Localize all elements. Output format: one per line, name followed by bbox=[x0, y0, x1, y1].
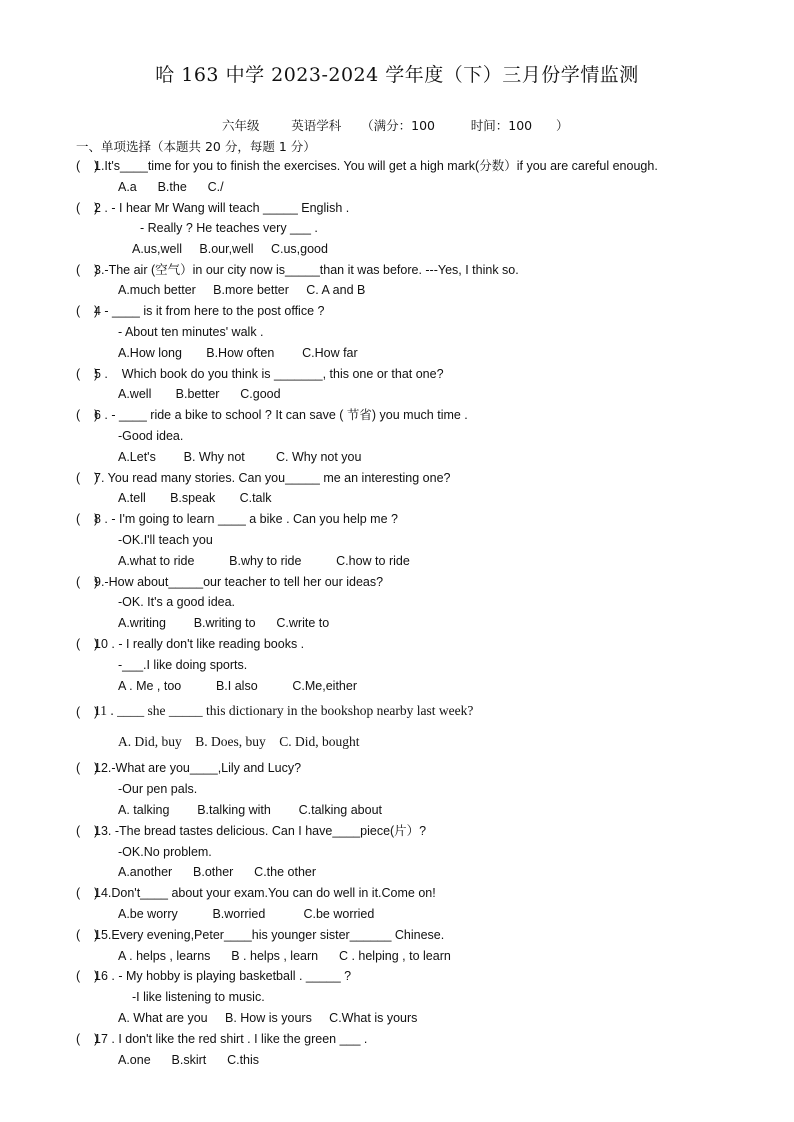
question-stem: 14.Don't____ about your exam.You can do well in it.Come on! bbox=[94, 886, 436, 900]
question-options: A.tell B.speak C.talk bbox=[118, 491, 272, 505]
exam-info-line: 六年级 英语学科 （满分：100 时间：100 ） bbox=[222, 118, 569, 133]
answer-blank: ( ) bbox=[76, 159, 99, 173]
answer-blank: ( ) bbox=[76, 367, 99, 381]
question-options: A. What are you B. How is yours C.What is yours bbox=[118, 1011, 418, 1025]
question-options: A.what to ride B.why to ride C.how to ride bbox=[118, 554, 410, 568]
question-stem: 15.Every evening,Peter____his younger sister______ Chinese. bbox=[94, 928, 445, 942]
question-line: -___.I like doing sports. bbox=[118, 658, 248, 672]
question-stem: 12.-What are you____,Lily and Lucy? bbox=[94, 761, 302, 775]
answer-blank: ( ) bbox=[76, 637, 99, 651]
question-line: -Good idea. bbox=[118, 429, 184, 443]
question-stem: 17 . I don't like the red shirt . I like the green ___ . bbox=[94, 1032, 368, 1046]
page-title: 哈 163 中学 2023-2024 学年度（下）三月份学情监测 bbox=[155, 64, 639, 86]
question-stem: 7. You read many stories. Can you_____ me an interesting one? bbox=[94, 471, 451, 485]
answer-blank: ( ) bbox=[76, 304, 99, 318]
question-options: A.be worry B.worried C.be worried bbox=[118, 907, 375, 921]
question-options: A.one B.skirt C.this bbox=[118, 1053, 260, 1067]
question-stem: 2 . - I hear Mr Wang will teach _____ English . bbox=[94, 201, 350, 215]
question-stem: 16 . - My hobby is playing basketball . _____ ? bbox=[94, 969, 352, 983]
question-stem: 4 - ____ is it from here to the post office ? bbox=[94, 304, 325, 318]
question-stem: 5 . Which book do you think is _______, this one or that one? bbox=[94, 367, 444, 381]
question-line: -I like listening to music. bbox=[132, 990, 265, 1004]
question-line: - Really ? He teaches very ___ . bbox=[140, 221, 318, 235]
question-line: - About ten minutes' walk . bbox=[118, 325, 264, 339]
question-options: A.a B.the C./ bbox=[118, 180, 224, 194]
answer-blank: ( ) bbox=[76, 705, 99, 719]
section-heading: 一、单项选择（本题共 20 分，每题 1 分） bbox=[76, 139, 316, 154]
question-options: A . helps , learns B . helps , learn C . helping , to learn bbox=[118, 949, 451, 963]
answer-blank: ( ) bbox=[76, 886, 99, 900]
question-stem: 10 . - I really don't like reading books . bbox=[94, 637, 305, 651]
answer-blank: ( ) bbox=[76, 969, 99, 983]
question-line: -Our pen pals. bbox=[118, 782, 198, 796]
question-options: A.writing B.writing to C.write to bbox=[118, 616, 330, 630]
question-options: A. talking B.talking with C.talking about bbox=[118, 803, 383, 817]
question-options: A. Did, buy B. Does, buy C. Did, bought bbox=[118, 734, 360, 749]
question-options: A.well B.better C.good bbox=[118, 387, 281, 401]
question-stem: 9.-How about_____our teacher to tell her our ideas? bbox=[94, 575, 384, 589]
question-stem: 8 . - I'm going to learn ____ a bike . Can you help me ? bbox=[94, 512, 398, 526]
question-options: A.much better B.more better C. A and B bbox=[118, 283, 366, 297]
answer-blank: ( ) bbox=[76, 512, 99, 526]
question-line: -OK.I'll teach you bbox=[118, 533, 213, 547]
answer-blank: ( ) bbox=[76, 408, 99, 422]
question-stem: 13. -The bread tastes delicious. Can I have____piece(片）? bbox=[94, 824, 427, 838]
question-stem: 6 . - ____ ride a bike to school ? It can save ( 节省) you much time . bbox=[94, 408, 468, 422]
answer-blank: ( ) bbox=[76, 575, 99, 589]
question-line: -OK.No problem. bbox=[118, 845, 212, 859]
question-stem: 3.-The air (空气）in our city now is_____than it was before. ---Yes, I think so. bbox=[94, 263, 519, 277]
question-options: A.How long B.How often C.How far bbox=[118, 346, 358, 360]
question-options: A.Let's B. Why not C. Why not you bbox=[118, 450, 362, 464]
answer-blank: ( ) bbox=[76, 263, 99, 277]
question-options: A.another B.other C.the other bbox=[118, 865, 317, 879]
answer-blank: ( ) bbox=[76, 928, 99, 942]
question-stem: 11 . ____ she _____ this dictionary in the bookshop nearby last week? bbox=[94, 703, 474, 718]
answer-blank: ( ) bbox=[76, 824, 99, 838]
answer-blank: ( ) bbox=[76, 471, 99, 485]
answer-blank: ( ) bbox=[76, 1032, 99, 1046]
answer-blank: ( ) bbox=[76, 761, 99, 775]
question-options: A . Me , too B.I also C.Me,either bbox=[118, 679, 357, 693]
question-stem: 1.It's____time for you to finish the exercises. You will get a high mark(分数）if you are careful enough. bbox=[94, 159, 658, 173]
question-options: A.us,well B.our,well C.us,good bbox=[132, 242, 328, 256]
answer-blank: ( ) bbox=[76, 201, 99, 215]
question-line: -OK. It's a good idea. bbox=[118, 595, 236, 609]
